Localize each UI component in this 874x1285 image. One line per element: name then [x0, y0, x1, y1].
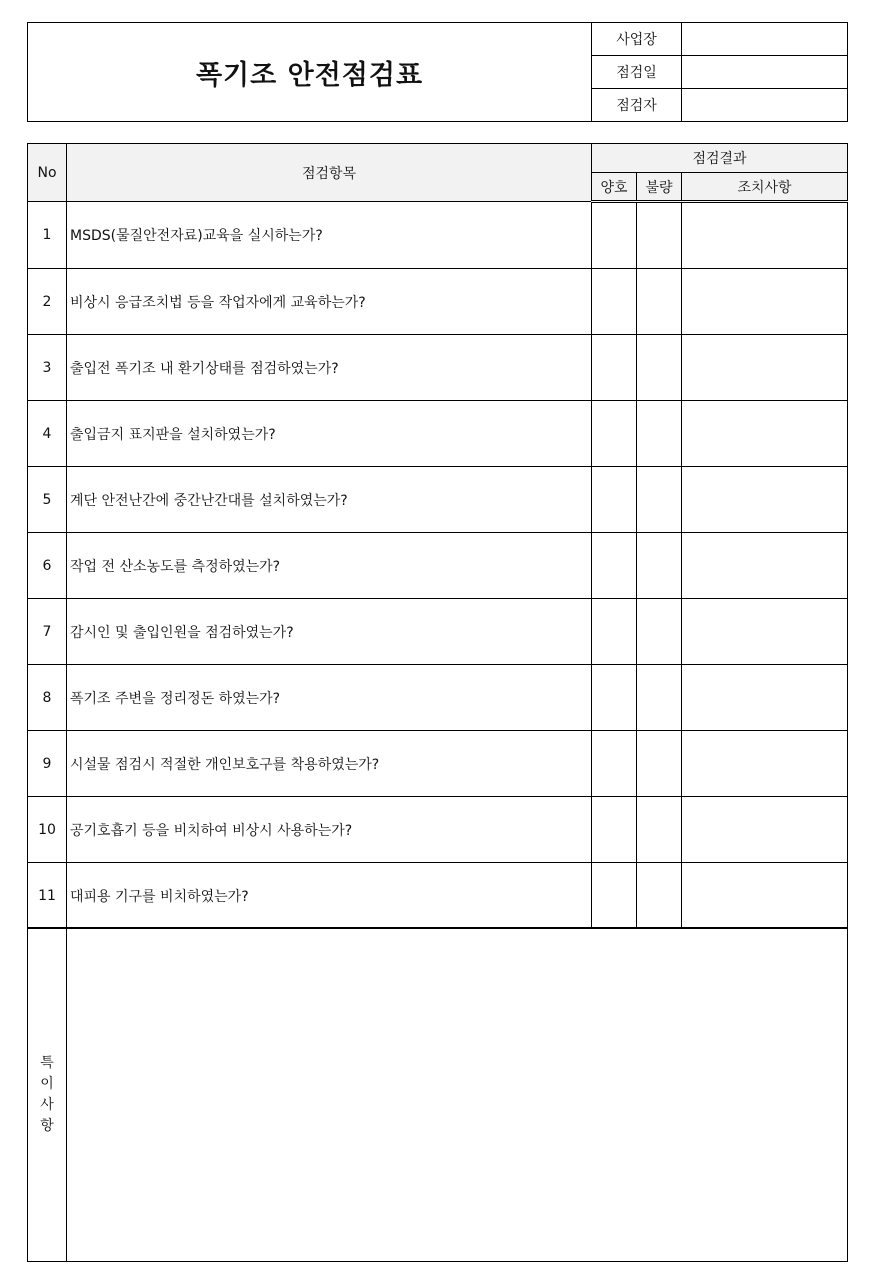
- item-number: 3: [28, 335, 67, 401]
- item-number: 5: [28, 467, 67, 533]
- item-number: 10: [28, 797, 67, 863]
- table-row: [28, 797, 848, 863]
- result-header: 점검결과: [592, 144, 848, 173]
- remarks-label-char: 사: [40, 1096, 54, 1113]
- table-row: [28, 269, 848, 335]
- bad-cell[interactable]: [637, 863, 682, 929]
- good-cell[interactable]: [592, 467, 637, 533]
- action-cell[interactable]: [682, 665, 848, 731]
- good-cell[interactable]: [592, 269, 637, 335]
- item-text: 대피용 기구를 비치하였는가?: [67, 863, 592, 929]
- remarks-label-char: 항: [40, 1117, 54, 1134]
- site-field[interactable]: [682, 23, 848, 56]
- table-row: [28, 599, 848, 665]
- bad-cell[interactable]: [637, 269, 682, 335]
- remarks-label-char: 특: [40, 1054, 54, 1071]
- bad-header: 불량: [637, 173, 682, 202]
- item-text: 작업 전 산소농도를 측정하였는가?: [67, 533, 592, 599]
- table-row: [28, 202, 848, 269]
- item-number: 9: [28, 731, 67, 797]
- good-cell[interactable]: [592, 797, 637, 863]
- inspector-label: 점검자: [592, 89, 682, 122]
- checklist-table: [27, 143, 848, 929]
- bad-cell[interactable]: [637, 533, 682, 599]
- item-number: 8: [28, 665, 67, 731]
- table-row: [28, 665, 848, 731]
- table-row: [28, 533, 848, 599]
- good-header: 양호: [592, 173, 637, 202]
- bad-cell[interactable]: [637, 202, 682, 269]
- item-text: 출입전 폭기조 내 환기상태를 점검하였는가?: [67, 335, 592, 401]
- item-header: 점검항목: [67, 144, 592, 202]
- item-number: 7: [28, 599, 67, 665]
- item-text: 출입금지 표지판을 설치하였는가?: [67, 401, 592, 467]
- bad-cell[interactable]: [637, 599, 682, 665]
- remarks-field[interactable]: [67, 928, 848, 1262]
- good-cell[interactable]: [592, 599, 637, 665]
- action-cell[interactable]: [682, 863, 848, 929]
- item-number: 6: [28, 533, 67, 599]
- table-row: [28, 731, 848, 797]
- action-cell[interactable]: [682, 533, 848, 599]
- item-text: 공기호흡기 등을 비치하여 비상시 사용하는가?: [67, 797, 592, 863]
- item-number: 2: [28, 269, 67, 335]
- bad-cell[interactable]: [637, 401, 682, 467]
- item-text: 폭기조 주변을 정리정돈 하였는가?: [67, 665, 592, 731]
- no-header: No: [28, 144, 67, 202]
- item-number: 1: [28, 202, 67, 269]
- action-cell[interactable]: [682, 599, 848, 665]
- good-cell[interactable]: [592, 202, 637, 269]
- action-cell[interactable]: [682, 269, 848, 335]
- action-cell[interactable]: [682, 335, 848, 401]
- item-number: 11: [28, 863, 67, 929]
- item-text: 비상시 응급조치법 등을 작업자에게 교육하는가?: [67, 269, 592, 335]
- table-row: [28, 401, 848, 467]
- action-cell[interactable]: [682, 401, 848, 467]
- table-row: [28, 467, 848, 533]
- good-cell[interactable]: [592, 665, 637, 731]
- good-cell[interactable]: [592, 335, 637, 401]
- table-row: [28, 863, 848, 929]
- remarks-label: [28, 928, 67, 1262]
- action-header: 조치사항: [682, 173, 848, 202]
- inspector-field[interactable]: [682, 89, 848, 122]
- good-cell[interactable]: [592, 863, 637, 929]
- bad-cell[interactable]: [637, 665, 682, 731]
- good-cell[interactable]: [592, 533, 637, 599]
- action-cell[interactable]: [682, 797, 848, 863]
- remarks-label-char: 이: [40, 1075, 54, 1092]
- good-cell[interactable]: [592, 731, 637, 797]
- bad-cell[interactable]: [637, 467, 682, 533]
- action-cell[interactable]: [682, 467, 848, 533]
- table-row: [28, 335, 848, 401]
- item-number: 4: [28, 401, 67, 467]
- good-cell[interactable]: [592, 401, 637, 467]
- page-title: 폭기조 안전점검표: [28, 23, 592, 122]
- item-text: MSDS(물질안전자료)교육을 실시하는가?: [67, 202, 592, 269]
- item-text: 감시인 및 출입인원을 점검하였는가?: [67, 599, 592, 665]
- remarks-table: [27, 927, 848, 1262]
- bad-cell[interactable]: [637, 335, 682, 401]
- header-table: [27, 22, 848, 122]
- item-text: 시설물 점검시 적절한 개인보호구를 착용하였는가?: [67, 731, 592, 797]
- date-label: 점검일: [592, 56, 682, 89]
- bad-cell[interactable]: [637, 731, 682, 797]
- item-text: 계단 안전난간에 중간난간대를 설치하였는가?: [67, 467, 592, 533]
- action-cell[interactable]: [682, 731, 848, 797]
- action-cell[interactable]: [682, 202, 848, 269]
- site-label: 사업장: [592, 23, 682, 56]
- bad-cell[interactable]: [637, 797, 682, 863]
- date-field[interactable]: [682, 56, 848, 89]
